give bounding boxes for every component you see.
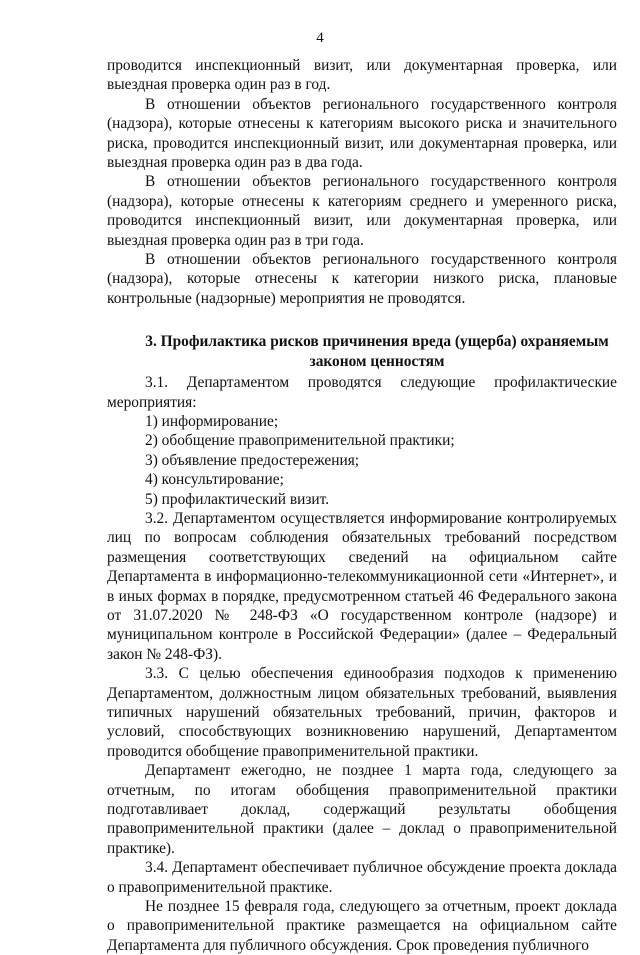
paragraph-3-2: 3.2. Департаментом осуществляется информирование контролируемых лиц по вопросам соблюдения обязательных требований посредством размещения соответствующих сведений на официальном сайте Департамента в информационно-телекоммуникационной сети «Интернет», и в иных формах в порядке, предусмотренном статьей 46 Федерального закона от 31.07.2020 № 248-ФЗ «О государственном контроле (надзоре) и муниципальном контроле в Российской Федерации» (далее – Федеральный закон № 248-ФЗ). <box>107 509 617 663</box>
list-item-1: 1) информирование; <box>145 412 279 430</box>
paragraph-february-deadline: Не позднее 15 февраля года, следующего за отчетным, проект доклада о правоприменительной практике размещается на официальном сайте Департамента для публичного обсуждения. Срок проведения публичного <box>107 898 617 954</box>
page-number: 4 <box>316 30 324 46</box>
paragraph-3-3: 3.3. С целью обеспечения единообразия подходов к применению Департаментом, должностным лицом обязательных требований, выявления типичных нарушений обязательных требований, причин, факторов и условий, способствующих возникновению нарушений, Департаментом проводится обобщение правоприменительной практики. <box>107 665 617 760</box>
paragraph-low-risk: В отношении объектов регионального государственного контроля (надзора), которые отнесены к категории низкого риска, плановые контрольные (надзорные) мероприятия не проводятся. <box>107 251 617 307</box>
document-body <box>107 56 617 955</box>
paragraph-annual-report: Департамент ежегодно, не позднее 1 марта года, следующего за отчетным, по итогам обобщения правоприменительной практики подготавливает доклад, содержащий результаты обобщения правоприменительной практики (далее – доклад о правоприменительной практике). <box>107 762 617 857</box>
paragraph-3-4: 3.4. Департамент обеспечивает публичное обсуждение проекта доклада о правоприменительной практике. <box>107 859 617 896</box>
paragraph-continuation: проводится инспекционный визит, или документарная проверка, или выездная проверка один раз в год. <box>107 57 617 94</box>
list-item-5: 5) профилактический визит. <box>145 490 330 508</box>
paragraph-high-risk: В отношении объектов регионального государственного контроля (надзора), которые отнесены к категориям высокого риска и значительного риска, проводится инспекционный визит, или документарная проверка, или выездная проверка один раз в два года. <box>107 95 617 172</box>
paragraph-medium-risk: В отношении объектов регионального государственного контроля (надзора), которые отнесены к категориям среднего и умеренного риска, проводится инспекционный визит, или документарная проверка, или выездная проверка один раз в три года. <box>107 173 617 249</box>
paragraph-3-1: 3.1. Департаментом проводятся следующие профилактические мероприятия: <box>107 374 617 411</box>
section-heading: 3. Профилактика рисков причинения вреда (ущерба) охраняемым законом ценностям <box>145 333 609 370</box>
list-item-2: 2) обобщение правоприменительной практики; <box>145 432 455 450</box>
list-item-3: 3) объявление предостережения; <box>145 451 360 469</box>
list-item-4: 4) консультирование; <box>145 471 284 489</box>
